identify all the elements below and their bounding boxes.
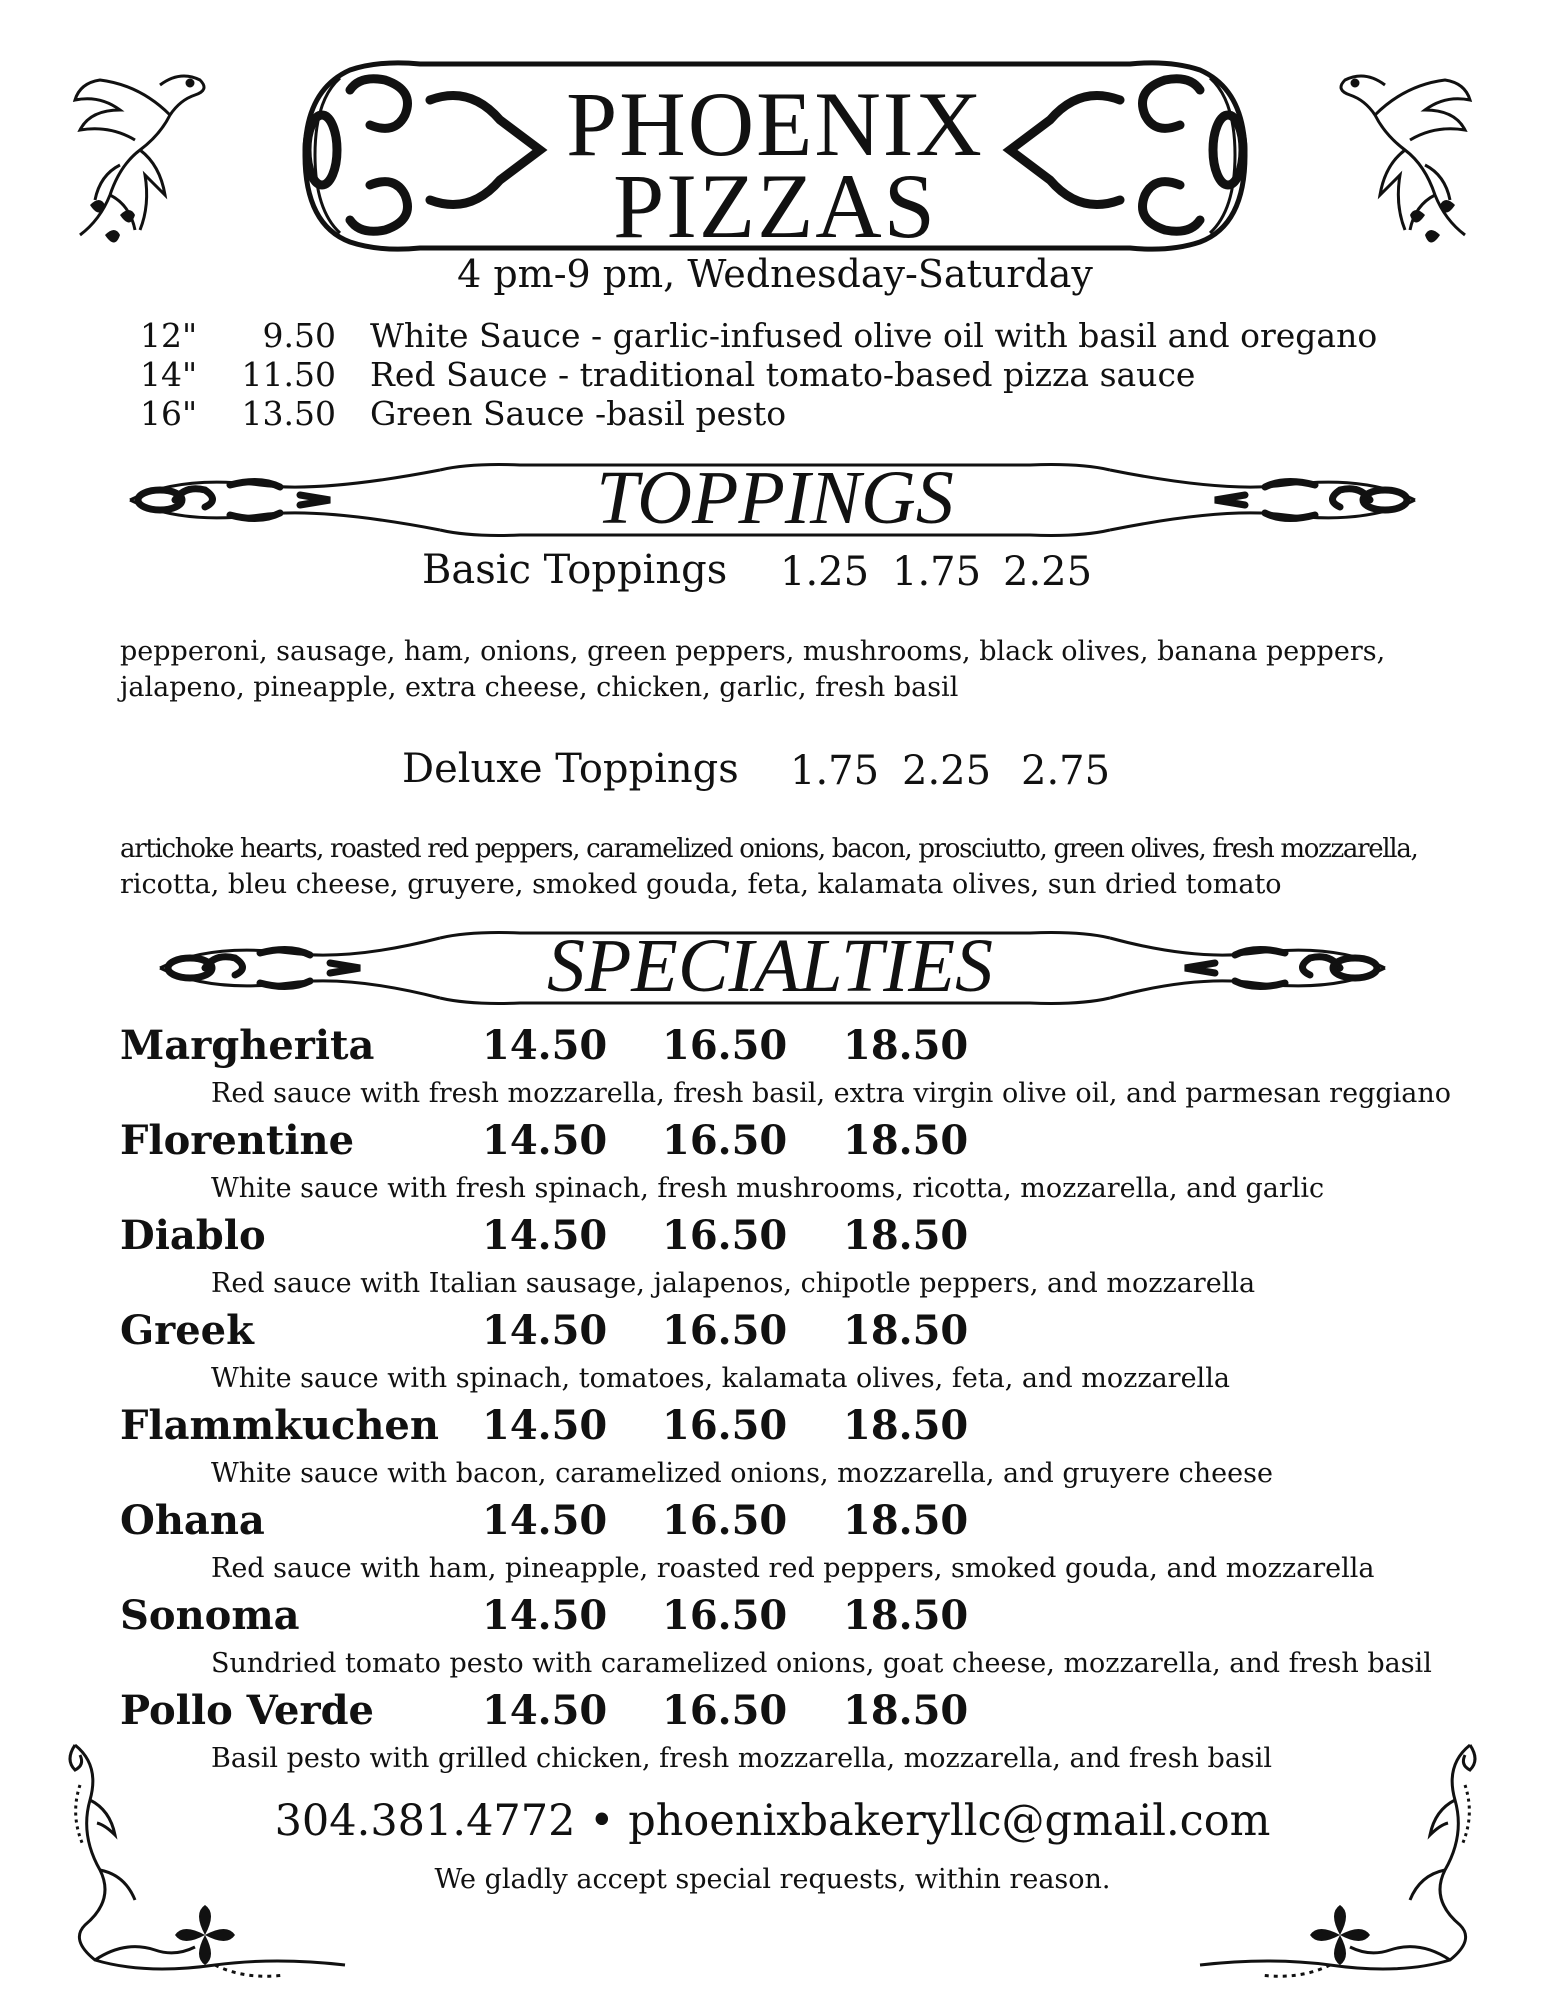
size-label: 14" <box>140 355 198 394</box>
basic-toppings-list: pepperoni, sausage, ham, onions, green peppers, mushrooms, black olives, banana peppers, <box>120 636 1386 667</box>
specialty-item <box>0 1212 1545 1307</box>
specialty-price-large: 18.50 <box>843 1307 969 1354</box>
specialty-price-small: 14.50 <box>482 1212 608 1259</box>
specialty-item <box>0 1497 1545 1592</box>
deluxe-price: 2.25 <box>902 748 992 794</box>
specialty-price-medium: 16.50 <box>662 1402 788 1449</box>
specialty-price-large: 18.50 <box>843 1402 969 1449</box>
sauce-desc: White Sauce - garlic-infused olive oil with basil and oregano <box>370 316 1378 355</box>
specialty-price-medium: 16.50 <box>662 1307 788 1354</box>
size-price: 13.50 <box>241 394 336 433</box>
hours: 4 pm-9 pm, Wednesday-Saturday <box>457 252 1093 296</box>
deluxe-price: 1.75 <box>790 748 880 794</box>
size-row <box>140 316 1440 356</box>
toppings-heading: TOPPINGS <box>596 456 954 540</box>
basic-toppings-list: jalapeno, pineapple, extra cheese, chicken, garlic, fresh basil <box>120 672 959 703</box>
specialty-price-small: 14.50 <box>482 1402 608 1449</box>
special-requests-note: We gladly accept special requests, within reason. <box>434 1864 1111 1895</box>
specialty-name: Sonoma <box>120 1592 300 1639</box>
sauce-desc: Red Sauce - traditional tomato-based pizza sauce <box>370 355 1196 394</box>
specialty-desc: White sauce with spinach, tomatoes, kalamata olives, feta, and mozzarella <box>211 1363 1230 1394</box>
size-label: 16" <box>140 394 198 433</box>
specialty-name: Margherita <box>120 1022 375 1069</box>
specialty-item <box>0 1592 1545 1687</box>
specialty-price-medium: 16.50 <box>662 1592 788 1639</box>
size-label: 12" <box>140 316 198 355</box>
specialty-item <box>0 1022 1545 1117</box>
specialty-item <box>0 1117 1545 1212</box>
specialty-price-medium: 16.50 <box>662 1212 788 1259</box>
specialty-price-large: 18.50 <box>843 1117 969 1164</box>
basic-price: 1.25 <box>780 549 870 595</box>
specialty-item <box>0 1307 1545 1402</box>
specialty-price-medium: 16.50 <box>662 1022 788 1069</box>
specialty-name: Diablo <box>120 1212 266 1259</box>
deluxe-toppings-list: artichoke hearts, roasted red peppers, caramelized onions, bacon, prosciutto, green olives, fresh mozzarella, <box>120 834 1418 864</box>
specialty-item <box>0 1402 1545 1497</box>
specialty-name: Flammkuchen <box>120 1402 439 1449</box>
sauce-desc: Green Sauce -basil pesto <box>370 394 787 433</box>
specialty-price-small: 14.50 <box>482 1497 608 1544</box>
size-row <box>140 394 1440 434</box>
specialty-name: Pollo Verde <box>120 1687 374 1734</box>
size-price: 9.50 <box>262 316 336 355</box>
deluxe-price: 2.75 <box>1021 748 1111 794</box>
size-price: 11.50 <box>241 355 336 394</box>
title-line-2: PIZZAS <box>613 155 937 257</box>
specialty-desc: Red sauce with Italian sausage, jalapenos, chipotle peppers, and mozzarella <box>211 1268 1256 1299</box>
specialty-price-small: 14.50 <box>482 1307 608 1354</box>
size-row <box>140 355 1440 395</box>
specialty-name: Florentine <box>120 1117 355 1164</box>
specialty-price-large: 18.50 <box>843 1497 969 1544</box>
specialty-price-large: 18.50 <box>843 1592 969 1639</box>
specialty-desc: Red sauce with ham, pineapple, roasted red peppers, smoked gouda, and mozzarella <box>211 1553 1375 1584</box>
specialty-desc: Basil pesto with grilled chicken, fresh mozzarella, mozzarella, and fresh basil <box>211 1743 1273 1774</box>
flourish-bottom-right-icon <box>1190 1725 1490 1985</box>
specialties-heading: SPECIALTIES <box>546 924 994 1008</box>
basic-price: 2.25 <box>1003 549 1093 595</box>
specialty-desc: Sundried tomato pesto with caramelized onions, goat cheese, mozzarella, and fresh basil <box>211 1648 1432 1679</box>
title-line-1: PHOENIX <box>566 73 984 175</box>
specialty-price-large: 18.50 <box>843 1022 969 1069</box>
specialty-price-medium: 16.50 <box>662 1497 788 1544</box>
deluxe-toppings-list: ricotta, bleu cheese, gruyere, smoked gouda, feta, kalamata olives, sun dried tomato <box>120 869 1282 900</box>
specialty-price-small: 14.50 <box>482 1592 608 1639</box>
deluxe-toppings-label: Deluxe Toppings <box>402 746 739 792</box>
specialty-price-small: 14.50 <box>482 1022 608 1069</box>
contact-info: 304.381.4772 • phoenixbakeryllc@gmail.com <box>274 1796 1271 1846</box>
specialty-desc: White sauce with fresh spinach, fresh mushrooms, ricotta, mozzarella, and garlic <box>211 1173 1325 1204</box>
specialty-price-large: 18.50 <box>843 1687 969 1734</box>
specialty-price-small: 14.50 <box>482 1117 608 1164</box>
specialty-desc: White sauce with bacon, caramelized onions, mozzarella, and gruyere cheese <box>211 1458 1273 1489</box>
specialty-price-medium: 16.50 <box>662 1687 788 1734</box>
specialty-desc: Red sauce with fresh mozzarella, fresh basil, extra virgin olive oil, and parmesan reggiano <box>211 1078 1452 1109</box>
basic-price: 1.75 <box>892 549 982 595</box>
specialty-price-small: 14.50 <box>482 1687 608 1734</box>
specialty-name: Greek <box>120 1307 254 1354</box>
basic-toppings-label: Basic Toppings <box>422 547 728 593</box>
specialty-price-medium: 16.50 <box>662 1117 788 1164</box>
specialty-name: Ohana <box>120 1497 265 1544</box>
specialty-price-large: 18.50 <box>843 1212 969 1259</box>
phoenix-bird-right-icon <box>1325 55 1485 245</box>
flourish-bottom-left-icon <box>55 1725 355 1985</box>
phoenix-bird-left-icon <box>60 55 220 245</box>
